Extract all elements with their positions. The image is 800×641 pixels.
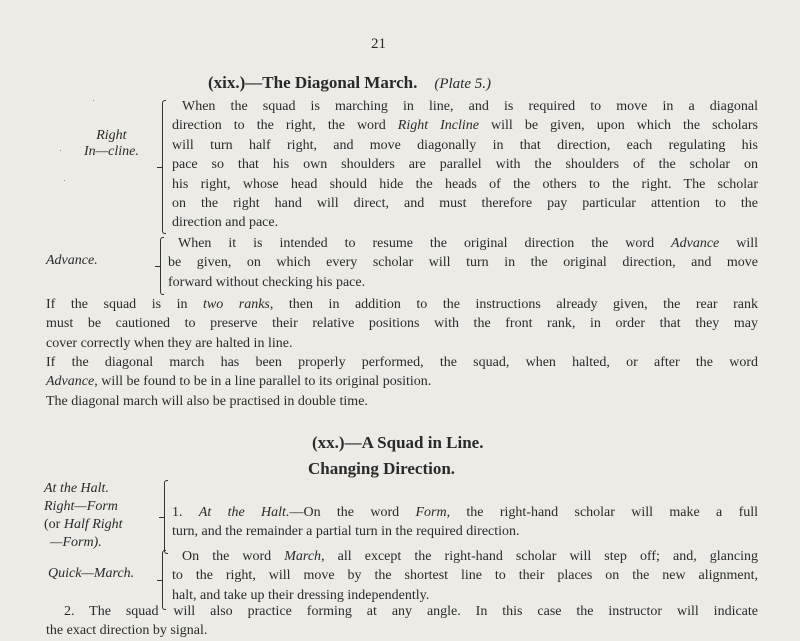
text-line: When it is intended to resume the original direction the word Advance will: [178, 236, 759, 251]
text-line: If the diagonal march has been properly performed, the squad, when halted, or after the word: [46, 355, 758, 370]
text-line: The diagonal march will also be practised in double time.: [46, 394, 368, 409]
italic-word: March: [284, 549, 322, 564]
section-subheading-changing-direction: Changing Direction.: [308, 459, 456, 478]
sidenote-quick-march: Quick—March.: [48, 566, 135, 581]
sidenote-line: —Form).: [50, 535, 102, 550]
text-line: his right, whose head should hide the heads of the others to the right. The scholar: [172, 176, 758, 192]
text-line: Advance, will be found to be in a line parallel to its original position.: [46, 374, 432, 390]
paragraph-two-ranks: [46, 295, 758, 353]
section-heading-diagonal-march: [208, 73, 491, 93]
brace-quick-march: [162, 550, 166, 610]
text-line: on the right hand will direct, and must therefore pay particular attention to the: [172, 196, 758, 212]
sidenote-right-incline: [84, 128, 139, 160]
section-heading-squad-in-line: (xx.)—A Squad in Line.: [312, 433, 484, 452]
plate-reference: (Plate 5.): [434, 76, 492, 92]
text-line: be given, on which every scholar will turn in the original direction, and move: [168, 255, 758, 271]
text-line: 1. At the Halt.—On the word Form, the right-hand scholar will make a full: [172, 505, 759, 520]
text-line: to the right, will move by the shortest line to their places on the new alignment,: [172, 568, 758, 584]
text-line: On the word March, all except the right-hand scholar will step off; and, glancing: [182, 549, 758, 564]
item-march: [172, 547, 758, 605]
brace-at-the-halt: [164, 480, 168, 554]
page-number: 21: [371, 36, 386, 52]
italic-word: Advance: [46, 374, 95, 390]
sidenote-line: In—cline.: [84, 144, 139, 159]
sidenote-at-the-halt: [44, 480, 123, 552]
sidenote-italic: Half Right: [63, 517, 123, 532]
brace-right-incline: [162, 100, 166, 234]
sidenote-line: Right: [96, 128, 127, 143]
paper-speck: [60, 150, 61, 151]
paragraph-right-incline: [172, 97, 758, 233]
text-line: direction and pace.: [172, 215, 279, 231]
item-any-angle: [46, 602, 758, 641]
text-line: If the squad is in two ranks, then in addition to the instructions already given, the rear rank: [46, 297, 758, 312]
text-line: forward without checking his pace.: [168, 274, 366, 290]
paragraph-advance: [168, 234, 758, 292]
item-at-the-halt: [172, 503, 758, 542]
paragraph-double-time: [46, 392, 758, 411]
italic-phrase: two ranks: [203, 297, 270, 312]
paper-speck: [64, 180, 65, 181]
paragraph-diagonal-performed: [46, 353, 758, 392]
sidenote-advance: Advance.: [46, 253, 98, 268]
italic-word: Advance: [671, 236, 720, 251]
brace-advance: [160, 237, 164, 295]
sidenote-line: Right—Form: [44, 499, 118, 514]
sidenote-plain: (or: [44, 517, 64, 532]
text-line: will turn half right, and move diagonally in that direction, each regulating his: [172, 137, 758, 153]
sidenote-line: [44, 516, 123, 534]
text-line: cover correctly when they are halted in line.: [46, 335, 293, 351]
text-line: must be cautioned to preserve their relative positions with the front rank, in order that they may: [46, 316, 758, 332]
italic-phrase: At the Halt.: [198, 505, 290, 520]
text-line: 2. The squad will also practice forming at any angle. In this case the instructor will indicate: [64, 604, 758, 619]
italic-phrase: Right Incline: [397, 118, 479, 134]
text-line: halt, and take up their dressing independently.: [172, 587, 430, 603]
paper-speck: [93, 100, 94, 101]
italic-word: Form: [415, 505, 447, 520]
text-line: turn, and the remainder a partial turn in the required direction.: [172, 524, 520, 540]
text-line: When the squad is marching in line, and is required to move in a diagonal: [182, 99, 758, 114]
text-line: pace so that his own shoulders are parallel with the shoulders of the scholar on: [172, 157, 758, 173]
text-line: direction to the right, the word Right Incline will be given, upon which the scholars: [172, 118, 759, 134]
section-title: (xix.)—The Diagonal March.: [208, 73, 418, 92]
sidenote-line: At the Halt.: [44, 481, 109, 496]
text-line: the exact direction by signal.: [46, 623, 208, 639]
